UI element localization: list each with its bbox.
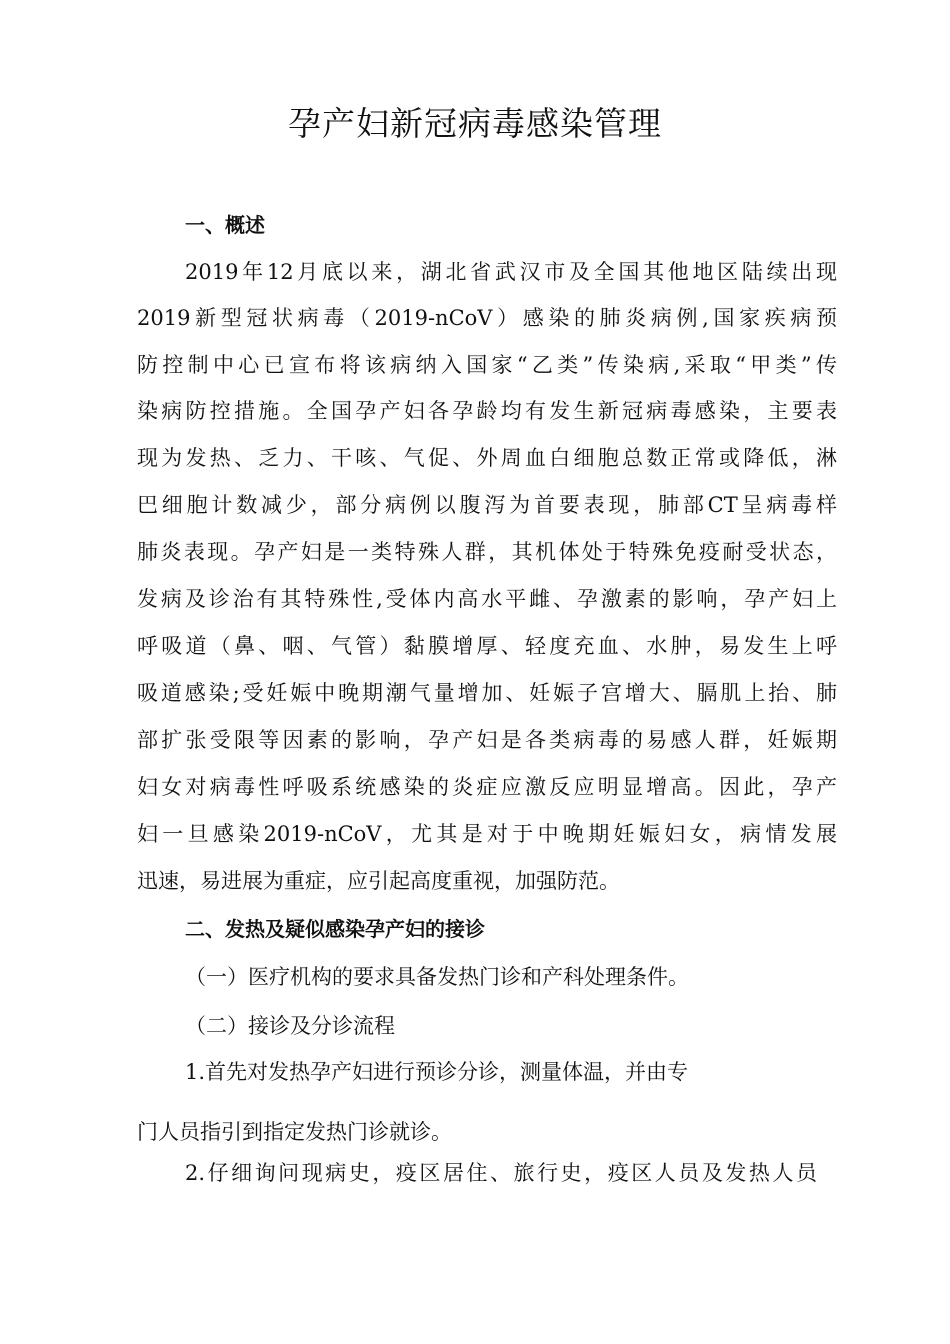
- paragraph-line: 染病防控措施。全国孕产妇各孕龄均有发生新冠病毒感染，主要表: [137, 399, 837, 423]
- paragraph-line: 吸道感染;受妊娠中晚期潮气量增加、妊娠子宫增大、膈肌上抬、肺: [137, 681, 837, 705]
- section-heading-overview: 一、概述: [185, 213, 265, 237]
- section-heading-reception: 二、发热及疑似感染孕产妇的接诊: [185, 917, 485, 941]
- paragraph-line: 部扩张受限等因素的影响，孕产妇是各类病毒的易感人群，妊娠期: [137, 728, 837, 752]
- paragraph-line: 妇女对病毒性呼吸系统感染的炎症应激反应明显增高。因此，孕产: [137, 775, 837, 799]
- paragraph-line: 妇一旦感染2019-nCoV，尤其是对于中晚期妊娠妇女，病情发展: [137, 822, 837, 846]
- paragraph-line: 现为发热、乏力、干咳、气促、外周血白细胞总数正常或降低，淋: [137, 446, 837, 470]
- paragraph-line: 肺炎表现。孕产妇是一类特殊人群，其机体处于特殊免疫耐受状态，: [137, 540, 837, 564]
- document-title: 孕产妇新冠病毒感染管理: [288, 104, 662, 143]
- paragraph-line: 巴细胞计数减少，部分病例以腹泻为首要表现，肺部CT呈病毒样: [137, 493, 837, 517]
- paragraph-line: 防控制中心已宣布将该病纳入国家“乙类”传染病,采取“甲类”传: [137, 353, 837, 377]
- paragraph-line: 呼吸道（鼻、咽、气管）黏膜增厚、轻度充血、水肿，易发生上呼: [137, 634, 837, 658]
- list-item-1-continuation: 门人员指引到指定发热门诊就诊。: [137, 1120, 452, 1144]
- paragraph-line: 2019年12月底以来，湖北省武汉市及全国其他地区陆续出现: [185, 260, 837, 284]
- list-item-1: 1.首先对发热孕产妇进行预诊分诊，测量体温，并由专: [185, 1060, 689, 1084]
- list-item-2: 2.仔细询问现病史，疫区居住、旅行史，疫区人员及发热人员: [185, 1161, 817, 1185]
- subsection-requirements: （一）医疗机构的要求具备发热门诊和产科处理条件。: [185, 965, 689, 989]
- subsection-triage-process: （二）接诊及分诊流程: [185, 1014, 395, 1038]
- paragraph-line: 迅速，易进展为重症，应引起高度重视，加强防范。: [137, 869, 620, 893]
- paragraph-line: 发病及诊治有其特殊性,受体内高水平雌、孕激素的影响，孕产妇上: [137, 587, 837, 611]
- paragraph-line: 2019新型冠状病毒（2019-nCoV）感染的肺炎病例,国家疾病预: [137, 306, 837, 330]
